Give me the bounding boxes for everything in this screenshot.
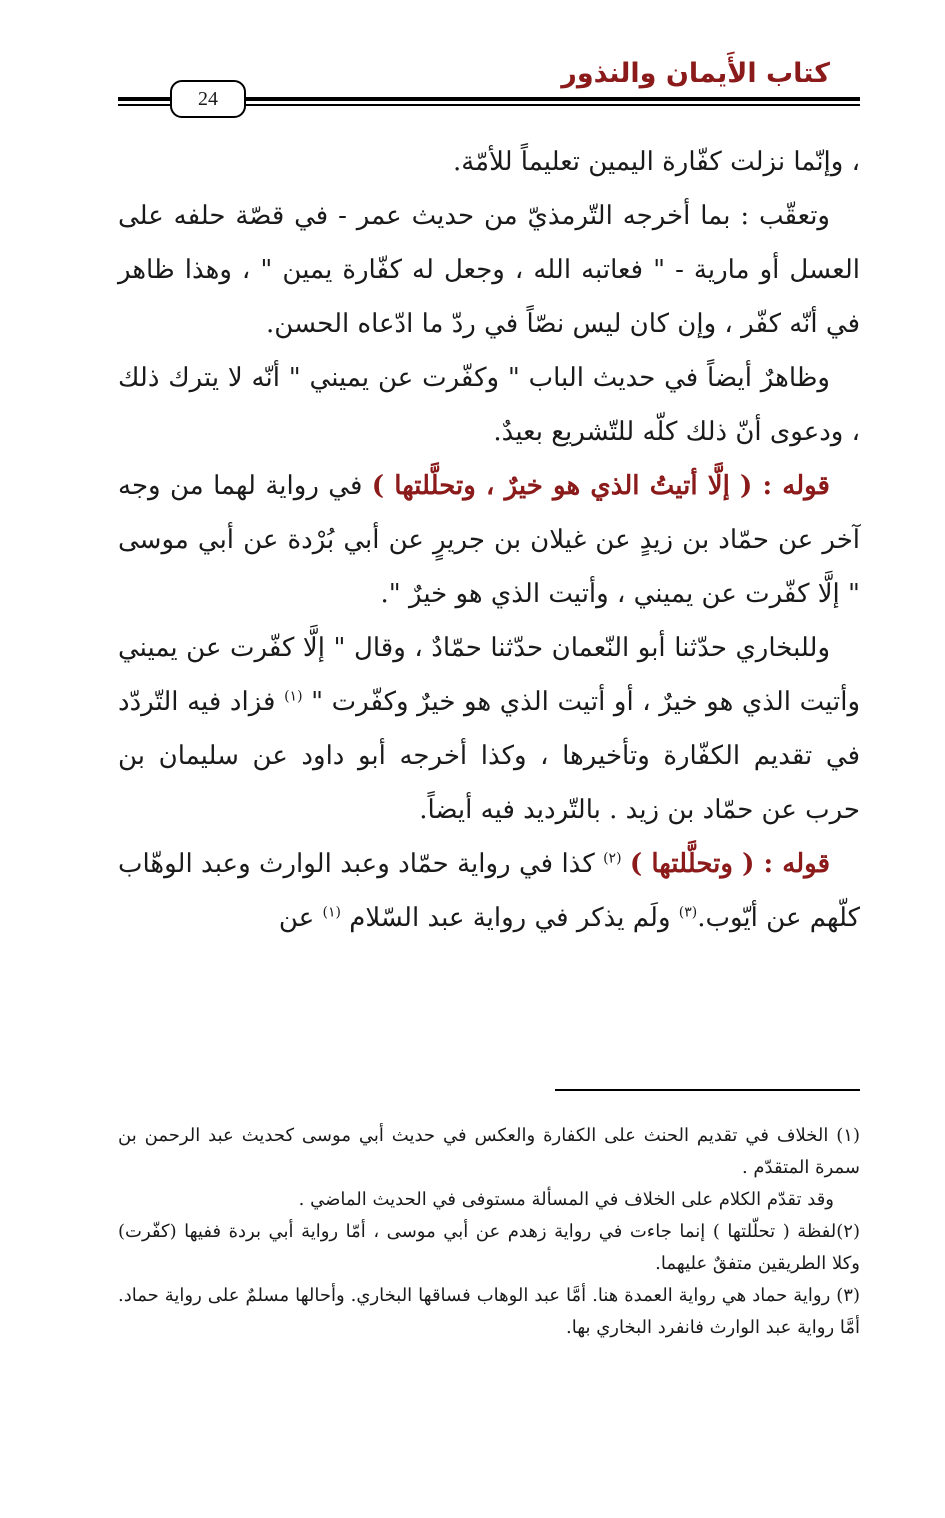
paragraph: ، وإنّما نزلت كفّارة اليمين تعليماً للأمّة.	[452, 147, 860, 177]
paragraph-text: فزاد فيه التّردّد في تقديم الكفّارة وتأخيرها ، وكذا أخرجه أبو داود عن سليمان بن حرب عن حمّاد بن زيد . بالتّرديد فيه أيضاً.	[118, 687, 860, 825]
footnote-marker: (١)	[322, 904, 341, 921]
footnote: وقد تقدّم الكلام على الخلاف في المسألة مستوفى في الحديث الماضي .	[298, 1189, 834, 1210]
paragraph	[118, 621, 860, 837]
page-number: 24	[170, 80, 246, 118]
footnote: (٢)لفظة ( تحلّلتها ) إنما جاءت في رواية زهدم عن أبي موسى ، أمّا رواية أبي بردة ففيها (كفّرت) وكلا الطريقين متفقٌ عليهما.	[118, 1221, 860, 1274]
paragraph-text: كذا في رواية حمّاد وعبد الوارث وعبد الوهّاب كلّهم عن أيّوب.	[118, 849, 860, 933]
paragraph: وظاهرٌ أيضاً في حديث الباب " وكفّرت عن يميني " أنّه لا يترك ذلك ، ودعوى أنّ ذلك كلّه للتّشريع بعيدٌ.	[118, 363, 860, 447]
footnote-marker: (٢)	[603, 850, 622, 867]
paragraph	[118, 837, 860, 945]
paragraph-text: عن	[278, 903, 323, 933]
paragraph: وتعقّب : بما أخرجه التّرمذيّ من حديث عمر - في قصّة حلفه على العسل أو مارية - " فعاتبه الله ، وجعل له كفّارة يمين " ، وهذا ظاهر في أنّه كفّر ، وإن كان ليس نصّاً في ردّ ما ادّعاه الحسن.	[118, 201, 860, 339]
footnotes	[118, 1120, 860, 1344]
paragraph-text: وللبخاري حدّثنا أبو النّعمان حدّثنا حمّادٌ ، وقال " إلَّا كفّرت عن يميني وأتيت الذي هو خيرٌ ، أو أتيت الذي هو خيرٌ وكفّرت "	[118, 633, 860, 717]
paragraph-text: ولَم يذكر في رواية عبد السّلام	[349, 903, 679, 933]
footnote: (١) الخلاف في تقديم الحنث على الكفارة والعكس في حديث أبي موسى كحديث عبد الرحمن بن سمرة المتقدّم .	[118, 1125, 860, 1178]
quoted-phrase: قوله : ( وتحلَّلتها )	[629, 849, 830, 879]
paragraph-text: في رواية لهما من وجه آخر عن حمّاد بن زيدٍ عن غيلان بن جريرٍ عن أبي بُرْدة عن أبي موسى " إلَّا كفّرت عن يميني ، وأتيت الذي هو خيرٌ ".	[118, 471, 860, 609]
book-title: كتاب الأَيمان والنذور	[561, 58, 830, 89]
paragraph	[118, 459, 860, 621]
footnote-marker: (١)	[284, 688, 303, 705]
main-text	[118, 135, 860, 945]
footnote-divider	[555, 1089, 860, 1091]
footnote: (٣) رواية حماد هي رواية العمدة هنا. أمَّا عبد الوهاب فساقها البخاري. وأحالها مسلمٌ على رواية حماد. أمَّا رواية عبد الوارث فانفرد البخاري بها.	[118, 1285, 860, 1338]
footnote-marker: (٣)	[678, 904, 698, 921]
quoted-phrase: قوله : ( إلَّا أتيتُ الذي هو خيرٌ ، وتحلَّلتها )	[371, 471, 830, 501]
